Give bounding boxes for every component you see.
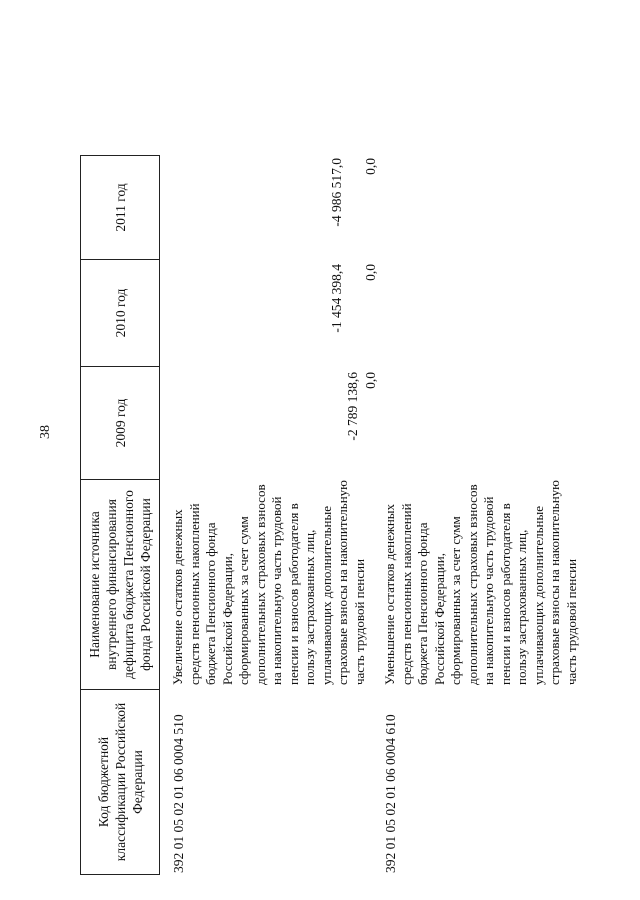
row-value-2011: -4 986 517,0 (329, 158, 344, 227)
row-value-2011: 0,0 (363, 158, 378, 175)
rotated-table (80, 25, 600, 875)
row-value-2010: 0,0 (363, 264, 378, 281)
row-value-2009: -2 789 138,6 (345, 372, 360, 441)
row-code: 392 01 05 02 01 06 0004 610 (383, 714, 398, 873)
row-value-2010: -1 454 398,4 (329, 264, 344, 333)
header-2009: 2009 год (80, 367, 160, 480)
header-2011: 2011 год (80, 155, 160, 260)
row-code: 392 01 05 02 01 06 0004 510 (171, 714, 186, 873)
header-name: Наименование источника внутреннего финансирования дефицита бюджета Пенсионного фонда Российской Федерации (80, 480, 160, 690)
header-code: Код бюджетной классификации Российской Федерации (80, 690, 160, 875)
header-2010: 2010 год (80, 260, 160, 367)
row-name: Увеличение остатков денежных средств пенсионных накоплений бюджета Пенсионного фонда Российской Федерации, сформированных за счет сумм дополнительных страховых взносов на накопительную часть трудовой пенсии и взносов работодателя в пользу застрахованных лиц, уплачивающих дополнительные страховые взносы на накопительную часть трудовой пенсии (170, 480, 367, 685)
row-name: Уменьшение остатков денежных средств пенсионных накоплений бюджета Пенсионного фонда Российской Федерации, сформированных за счет сумм дополнительных страховых взносов на накопительную часть трудовой пенсии и взносов работодателя в пользу застрахованных лиц, уплачивающих дополнительные страховые взносы на накопительную часть трудовой пенсии (382, 480, 579, 685)
table-header (80, 25, 160, 875)
page-number: 38 (38, 425, 53, 439)
row-value-2009: 0,0 (363, 372, 378, 389)
